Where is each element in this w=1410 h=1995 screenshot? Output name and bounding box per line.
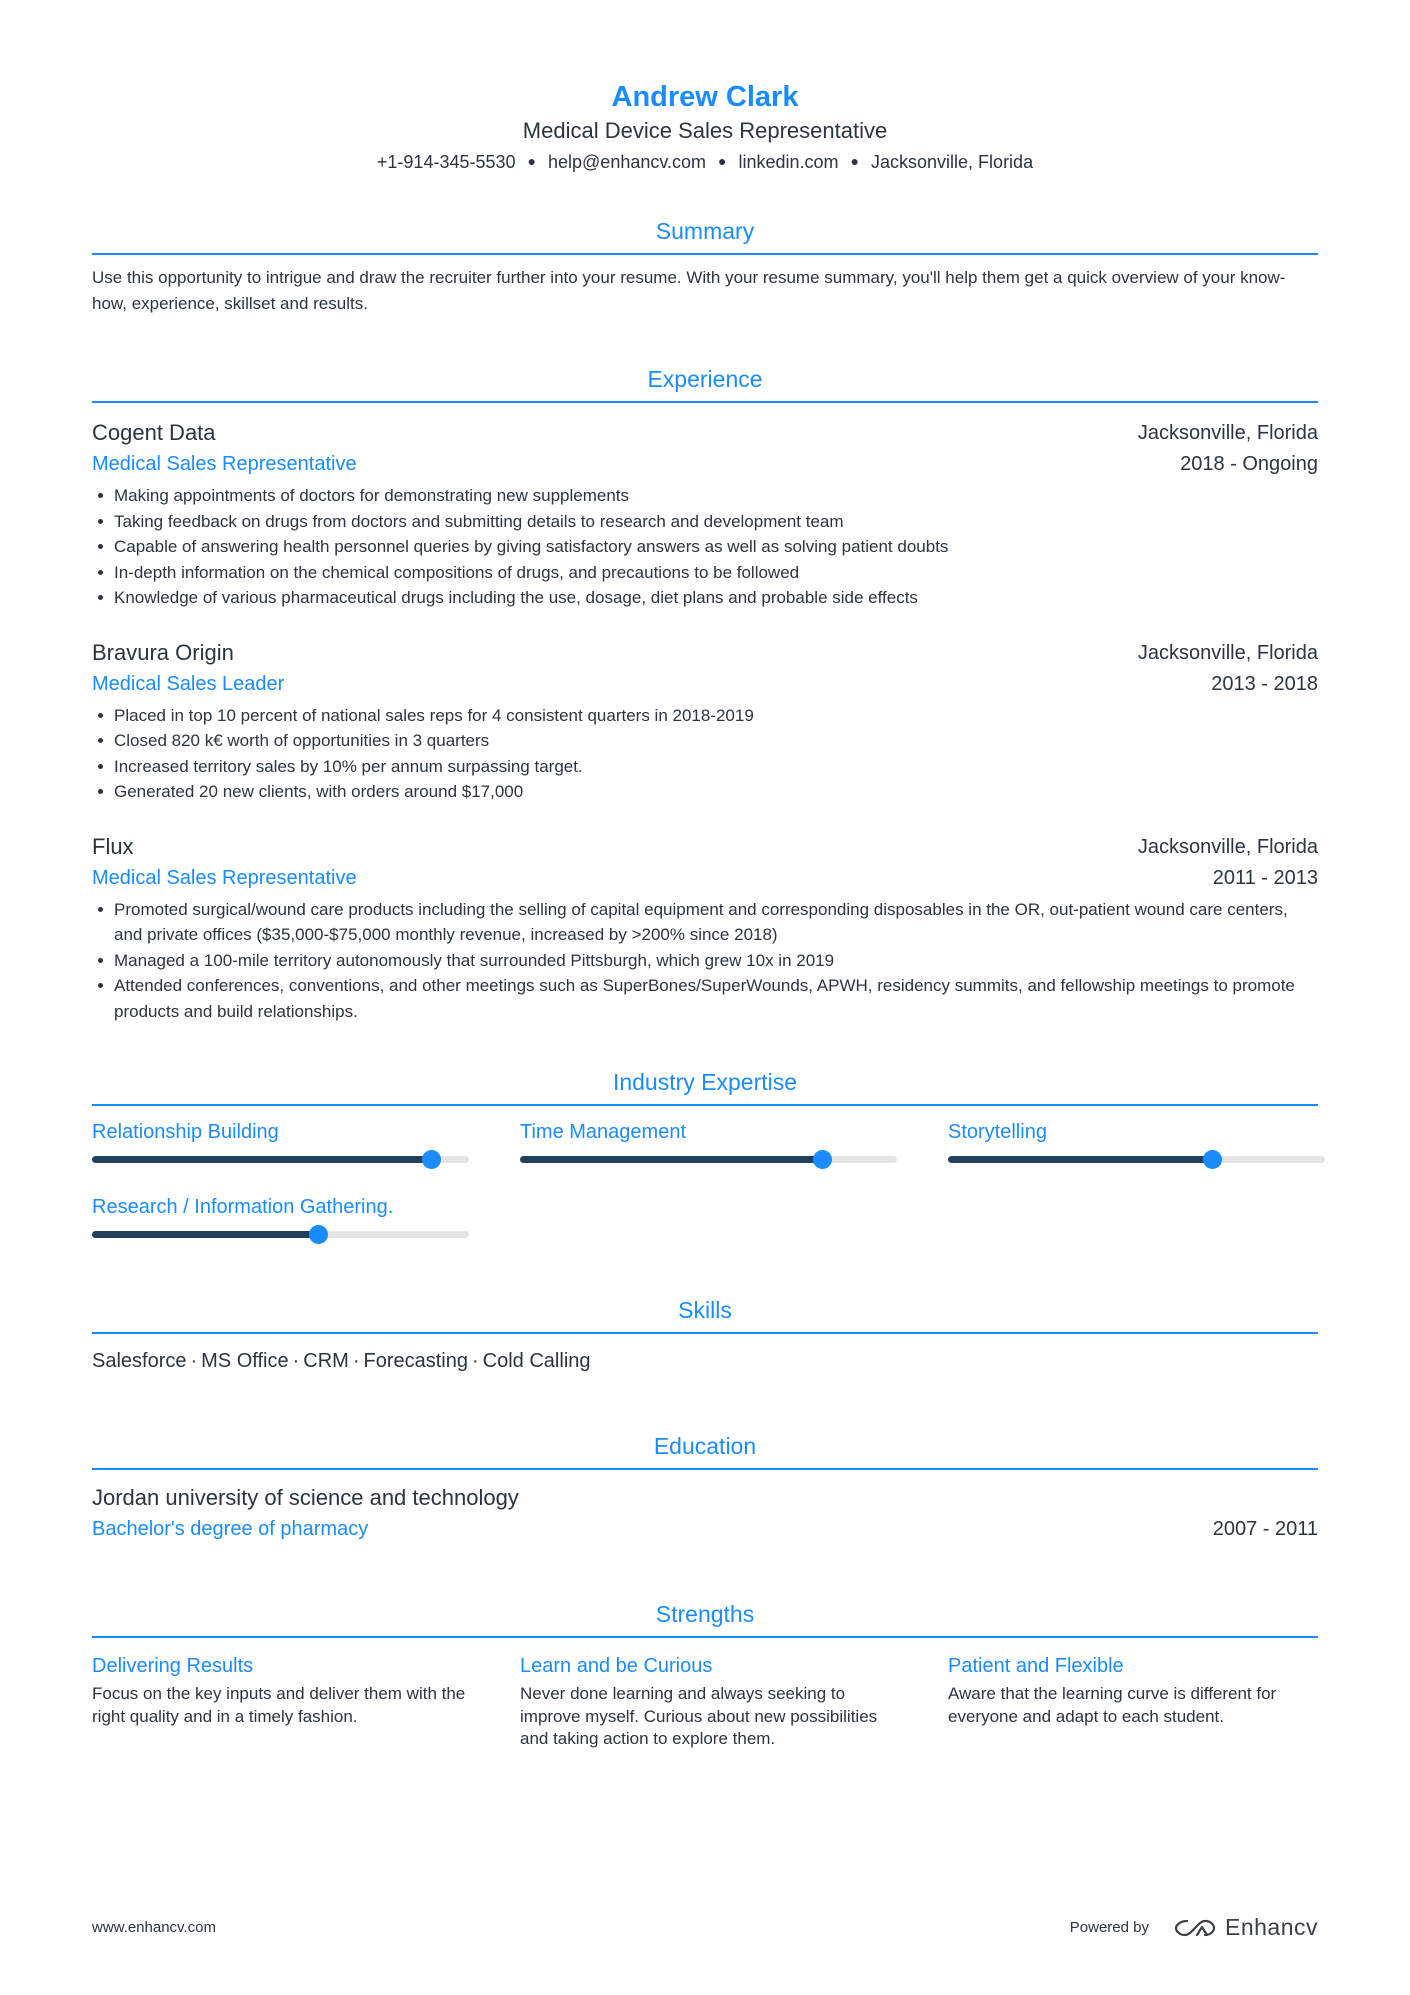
strength-desc: Never done learning and always seeking to improve myself. Curious about new possibilities and taking action to explore them.: [520, 1684, 878, 1748]
job-entry: [92, 417, 1318, 611]
skill-item: Forecasting: [363, 1350, 468, 1372]
section-title-industry-expertise: Industry Expertise: [92, 1066, 1318, 1106]
linkedin-link[interactable]: linkedin.com: [738, 152, 839, 172]
contact-line: [92, 148, 1318, 175]
candidate-name: Andrew Clark: [611, 81, 799, 113]
job-bullets: [92, 897, 1318, 1025]
section-title-skills: Skills: [92, 1294, 1318, 1334]
separator-dot: ●: [850, 153, 860, 169]
skill-item: Cold Calling: [482, 1350, 591, 1372]
job-company: Flux: [92, 833, 134, 859]
expertise-bar: [948, 1156, 1325, 1163]
resume-header: [92, 0, 1318, 175]
email[interactable]: help@enhancv.com: [548, 152, 707, 172]
job-bullet: Managed a 100-mile territory autonomously that surrounded Pittsburgh, which grew 10x in 2019: [92, 948, 1318, 974]
job-bullet: Knowledge of various pharmaceutical drugs including the use, dosage, diet plans and probable side effects: [92, 585, 1318, 611]
job-company: Cogent Data: [92, 420, 216, 445]
separator-dot: ●: [527, 153, 536, 169]
strength-item: [520, 1652, 897, 1751]
section-title-strengths: Strengths: [92, 1598, 1318, 1638]
education-dates: 2007 - 2011: [1212, 1518, 1318, 1540]
expertise-item: [948, 1118, 1325, 1163]
job-bullet: Placed in top 10 percent of national sales reps for 4 consistent quarters in 2018-2019: [92, 703, 1318, 729]
expertise-bar-fill: [520, 1156, 822, 1163]
powered-by-label: Powered by: [1069, 1919, 1149, 1936]
expertise-name: Research / Information Gathering.: [92, 1196, 394, 1218]
skill-separator: ·: [472, 1350, 479, 1372]
strengths-grid: [92, 1652, 1318, 1751]
expertise-bar: [92, 1156, 469, 1163]
phone[interactable]: +1-914-345-5530: [376, 152, 516, 172]
separator-dot: ●: [718, 153, 727, 169]
job-dates: 2018 - Ongoing: [1180, 453, 1318, 475]
strength-desc: Aware that the learning curve is different for everyone and adapt to each student.: [948, 1684, 1277, 1726]
job-bullet: Making appointments of doctors for demonstrating new supplements: [92, 483, 1318, 509]
job-bullets: [92, 483, 1318, 611]
education-section: [92, 1430, 1318, 1544]
expertise-bar-knob: [422, 1150, 441, 1169]
job-location: Jacksonville, Florida: [1137, 641, 1318, 664]
skill-separator: ·: [292, 1350, 300, 1372]
expertise-item: [520, 1118, 897, 1163]
job-role: Medical Sales Representative: [92, 453, 357, 475]
expertise-grid: [92, 1118, 1318, 1238]
footer-url[interactable]: www.enhancv.com: [92, 1919, 216, 1936]
strength-item: [92, 1652, 469, 1751]
strength-item: [948, 1652, 1325, 1751]
job-bullet: Taking feedback on drugs from doctors and submitting details to research and development team: [92, 509, 1318, 535]
strength-name: Delivering Results: [92, 1655, 254, 1677]
strengths-section: [92, 1598, 1318, 1751]
strength-desc: Focus on the key inputs and deliver them with the right quality and in a timely fashion.: [92, 1684, 466, 1726]
job-bullet: Closed 820 k€ worth of opportunities in 3 quarters: [92, 728, 1318, 754]
section-title-summary: Summary: [92, 215, 1318, 255]
job-entry: [92, 831, 1318, 1025]
candidate-title: Medical Device Sales Representative: [522, 118, 888, 143]
job-company: Bravura Origin: [92, 639, 234, 665]
summary-section: [92, 215, 1318, 317]
job-bullets: [92, 703, 1318, 805]
strength-name: Patient and Flexible: [948, 1655, 1124, 1677]
page-footer: [92, 1914, 1318, 1941]
brand-name: Enhancv: [1224, 1914, 1318, 1940]
job-dates: 2013 - 2018: [1211, 672, 1318, 695]
summary-text: Use this opportunity to intrigue and draw the recruiter further into your resume. With your resume summary, you'll help them get a quick overview of your know-how, experience, skillset and results.: [92, 268, 1286, 313]
strength-name: Learn and be Curious: [520, 1655, 713, 1677]
expertise-bar-fill: [92, 1156, 431, 1163]
job-role: Medical Sales Leader: [92, 672, 285, 695]
expertise-bar-fill: [92, 1231, 318, 1238]
education-school: Jordan university of science and technology: [92, 1485, 519, 1510]
skills-list: [92, 1346, 1318, 1376]
job-entry: [92, 637, 1318, 805]
skill-item: Salesforce: [92, 1350, 187, 1372]
expertise-bar-knob: [813, 1150, 832, 1169]
brand-logo[interactable]: [1173, 1914, 1318, 1941]
skills-section: [92, 1294, 1318, 1376]
enhancv-logo-icon: [1173, 1917, 1217, 1939]
section-title-experience: Experience: [92, 363, 1318, 403]
job-location: Jacksonville, Florida: [1137, 422, 1318, 444]
expertise-bar: [520, 1156, 897, 1163]
footer-branding: [1070, 1914, 1318, 1941]
expertise-bar-fill: [948, 1156, 1212, 1163]
job-bullet: Promoted surgical/wound care products including the selling of capital equipment and corresponding disposables in the OR, out-patient wound care centers, and private offices ($35,000-$75,000 monthly revenue, increased by >200% since 2018): [92, 897, 1318, 948]
job-dates: 2011 - 2013: [1212, 866, 1318, 889]
section-title-education: Education: [92, 1430, 1318, 1470]
expertise-name: Relationship Building: [92, 1121, 279, 1143]
expertise-name: Storytelling: [948, 1121, 1047, 1143]
job-location: Jacksonville, Florida: [1137, 835, 1318, 858]
industry-expertise-section: [92, 1066, 1318, 1238]
job-bullet: In-depth information on the chemical compositions of drugs, and precautions to be followed: [92, 560, 1318, 586]
skill-item: CRM: [303, 1350, 349, 1372]
location: Jacksonville, Florida: [871, 152, 1034, 172]
expertise-bar-knob: [1203, 1150, 1222, 1169]
expertise-bar-knob: [309, 1225, 328, 1244]
expertise-item: [92, 1193, 469, 1238]
job-bullet: Attended conferences, conventions, and other meetings such as SuperBones/SuperWounds, APWH, residency summits, and fellowship meetings to promote products and build relationships.: [92, 973, 1318, 1024]
job-bullet: Generated 20 new clients, with orders around $17,000: [92, 779, 1318, 805]
expertise-bar: [92, 1231, 469, 1238]
skill-item: MS Office: [201, 1350, 289, 1372]
experience-section: [92, 363, 1318, 1024]
expertise-name: Time Management: [520, 1121, 686, 1143]
job-bullet: Capable of answering health personnel queries by giving satisfactory answers as well as solving patient doubts: [92, 534, 1318, 560]
job-bullet: Increased territory sales by 10% per annum surpassing target.: [92, 754, 1318, 780]
expertise-item: [92, 1118, 469, 1163]
skill-separator: ·: [352, 1350, 360, 1372]
skill-separator: ·: [190, 1350, 198, 1372]
job-role: Medical Sales Representative: [92, 866, 357, 889]
education-degree: Bachelor's degree of pharmacy: [92, 1518, 369, 1540]
